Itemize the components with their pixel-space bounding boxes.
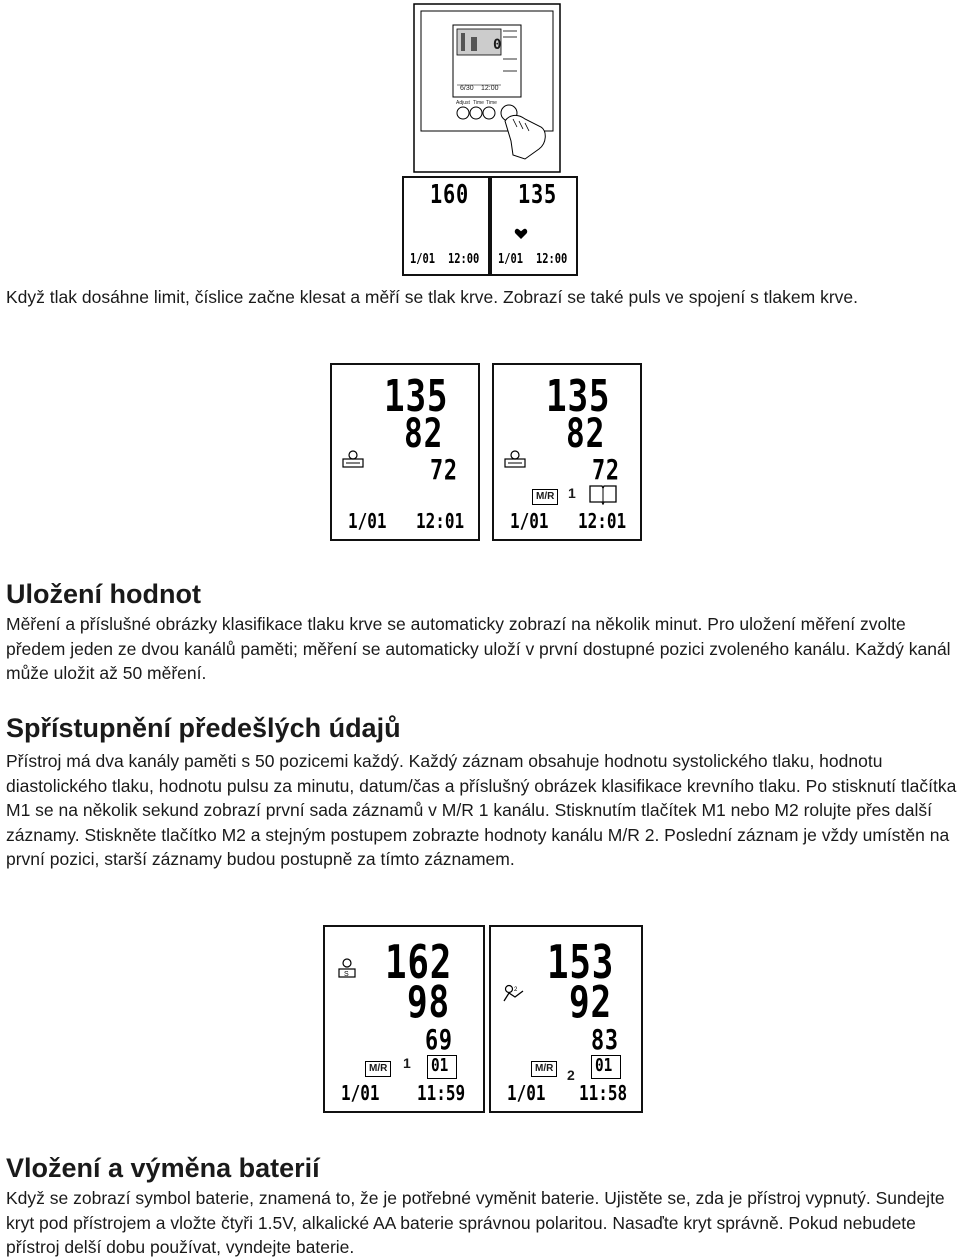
device-button-label: Adjust (456, 100, 470, 106)
section-heading-access: Spřístupnění předešlých údajů (6, 713, 401, 743)
svg-text:2: 2 (514, 987, 518, 993)
memory-channel-number: 2 (567, 1067, 575, 1083)
device-illustration (413, 3, 561, 173)
lcd-time: 11:58 (579, 1081, 628, 1105)
lcd-diastolic-value: 82 (404, 411, 444, 457)
lcd-diastolic-value: 82 (566, 411, 606, 457)
memory-recall-label: M/R (365, 1061, 391, 1077)
paragraph-measuring: Když tlak dosáhne limit, číslice začne klesat a měří se tlak krve. Zobrazí se také puls ve spojení s tlakem krve. (6, 287, 859, 307)
lcd-time: 12:00 (536, 252, 568, 267)
memory-channel-number: 1 (568, 485, 576, 501)
lcd-display-channel-1 (323, 925, 485, 1113)
device-button-label: Time (473, 100, 484, 106)
lcd-date: 1/01 (510, 509, 549, 533)
memory-slot-number: 01 (431, 1055, 449, 1076)
section-heading-battery: Vložení a výměna baterií (6, 1153, 320, 1183)
section-body-save: Měření a příslušné obrázky klasifikace tlaku krve se automaticky zobrazí na několik minut. Pro uložení měření zvolte předem jeden ze dvou kanálů paměti; měření se automaticky uloží v první dostupné pozici zvoleného kanálu. Každý kanál může uložit až 50 měření. (6, 614, 951, 683)
lcd-time: 11:59 (417, 1081, 466, 1105)
lcd-systolic-value: 135 (546, 371, 611, 422)
lcd-date: 1/01 (348, 509, 387, 533)
memory-recall-label: M/R (531, 1061, 557, 1077)
classification-icon (342, 449, 364, 469)
device-button-label: Time (486, 100, 497, 106)
lcd-display-result (330, 363, 480, 541)
lcd-systolic-value: 153 (547, 935, 615, 989)
memory-book-icon (588, 483, 618, 505)
memory-recall-label: M/R (532, 489, 558, 505)
lcd-pulse-value: 72 (430, 453, 458, 486)
lcd-pulse-value: 72 (592, 453, 620, 486)
lcd-display-channel-2 (489, 925, 643, 1113)
lcd-time: 12:00 (448, 252, 480, 267)
lcd-systolic-value: 135 (384, 371, 449, 422)
section-heading-save: Uložení hodnot (6, 579, 201, 609)
device-display-value: 0 (493, 37, 502, 53)
lcd-pressure-value: 135 (518, 180, 557, 210)
lcd-display-memory (492, 363, 642, 541)
lcd-date: 1/01 (507, 1081, 546, 1105)
classification-icon (504, 449, 526, 469)
memory-slot-number: 01 (595, 1055, 613, 1076)
classification-icon (501, 983, 525, 1003)
lcd-date: 1/01 (498, 252, 524, 267)
lcd-systolic-value: 162 (385, 935, 453, 989)
lcd-display-pulse (490, 176, 578, 276)
section-body-battery: Když se zobrazí symbol baterie, znamená to, že je potřebné vyměnit baterie. Ujistěte se, zda je přístroj vypnutý. Sundejte kryt pod přístrojem a vložte čtyři 1.5V, alkalické AA baterie správnou polaritou. Nasaďte kryt správně. Pokud nebudete přístroj delší dobu používat, vyndejte baterie. (6, 1188, 945, 1257)
lcd-pulse-value: 83 (591, 1023, 619, 1056)
svg-text:S: S (344, 971, 349, 978)
lcd-date: 1/01 (410, 252, 436, 267)
lcd-display-measuring (402, 176, 490, 276)
lcd-diastolic-value: 98 (407, 977, 450, 1028)
lcd-pressure-value: 160 (430, 180, 469, 210)
heart-icon (514, 228, 528, 240)
lcd-time: 12:01 (578, 509, 627, 533)
lcd-diastolic-value: 92 (569, 977, 612, 1028)
device-date: 6/30 (460, 85, 474, 92)
lcd-pulse-value: 69 (425, 1023, 453, 1056)
lcd-date: 1/01 (341, 1081, 380, 1105)
memory-channel-number: 1 (403, 1055, 411, 1071)
lcd-time: 12:01 (416, 509, 465, 533)
section-body-access: Přístroj má dva kanály paměti s 50 pozicemi každý. Každý záznam obsahuje hodnotu systolického tlaku, hodnotu diastolického tlaku, hodnotu pulsu za minutu, datum/čas a příslušný obrázek klasifikace krevního tlaku. Po stisknutí tlačítka M1 se na několik sekund zobrazí první sada záznamů v M/R 1 kanálu. Stisknutím tlačítek M1 nebo M2 rolujte přes další záznamy. Stiskněte tlačítko M2 a stejným postupem zobrazte hodnoty kanálu M/R 2. Poslední záznam je vždy umístěn na první pozici, starší záznamy budou postupně za tímto záznamem. (6, 751, 957, 869)
device-time: 12:00 (481, 85, 499, 92)
classification-icon (337, 957, 357, 979)
